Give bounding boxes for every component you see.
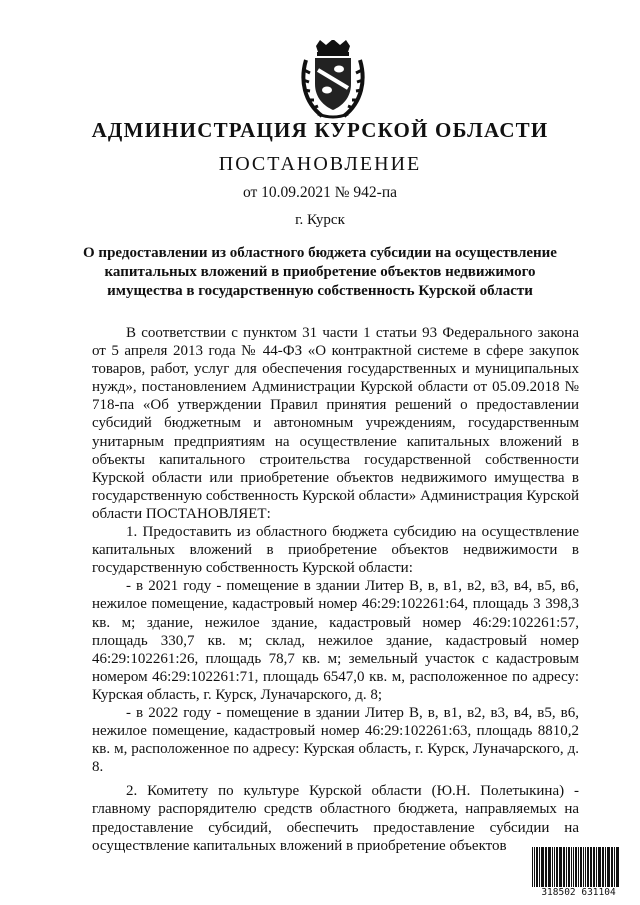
barcode-bar <box>554 847 555 887</box>
barcode-bar <box>578 847 579 887</box>
title-line: капитальных вложений в приобретение объектов недвижимого <box>104 264 536 280</box>
organization-heading: АДМИНИСТРАЦИЯ КУРСКОЙ ОБЛАСТИ <box>91 118 549 142</box>
item-1-2021-paragraph: - в 2021 году - помещение в здании Литер В, в, в1, в2, в3, в4, в5, в6, нежилое помещение, кадастровый номер 46:29:102261:64, площадь 3 398,3 кв. м; здание, нежилое здание, кадастровый номер 46:29:102261:57, площадь 330,7 кв. м; склад, нежилое здание, кадастровый номер 46:29:102261:26, площадь 78,7 кв. м; земельный участок с кадастровым номером 46:29:102261:71, площадь 6547,0 кв. м, расположенное по адресу: Курская область, г. Курск, Луначарского, д. 8; <box>92 578 579 703</box>
document-type: ПОСТАНОВЛЕНИЕ <box>218 153 422 175</box>
item-1-2022-paragraph: - в 2022 году - помещение в здании Литер В, в, в1, в2, в3, в4, в5, в6, нежилое помещение, кадастровый номер 46:29:102261:63, площадь 8810,2 кв. м, расположенное по адресу: Курская область, г. Курск, Луначарского, д. 8. <box>92 704 579 776</box>
barcode-bar <box>616 847 619 887</box>
barcode-bar <box>541 847 544 887</box>
barcode-bar <box>556 847 558 887</box>
barcode-bar <box>596 847 597 887</box>
barcode-bar <box>536 847 538 887</box>
barcode-bar <box>566 847 567 887</box>
barcode-bar <box>614 847 615 887</box>
barcode-bar <box>585 847 586 887</box>
barcode-bar <box>563 847 565 887</box>
barcode-bar <box>571 847 572 887</box>
barcode-bar <box>598 847 601 887</box>
preamble-paragraph: В соответствии с пунктом 31 части 1 статьи 93 Федерального закона от 5 апреля 2013 года № 44-ФЗ «О контрактной системе в сфере закупок товаров, работ, услуг для обеспечения государственных и муниципальных нужд», постановлением Администрации Курской области от 05.09.2018 № 718-па «Об утверждении Правил принятия решений о предоставлении субсидий бюджетным и автономным учреждениям, государственным унитарным предприятиям на осуществление капитальных вложений в объекты капитального строительства государственной собственности Курской области или приобретение объектов недвижимого имущества в государственную собственность Курской области» Администрация Курской области ПОСТАНОВЛЯЕТ: <box>92 325 579 522</box>
barcode-bar <box>559 847 562 887</box>
barcode-bar <box>534 847 535 887</box>
barcode-bar <box>607 847 610 887</box>
barcode <box>531 847 626 899</box>
barcode-bar <box>532 847 533 887</box>
document-body <box>92 324 579 855</box>
title-line: О предоставлении из областного бюджета субсидии на осуществление <box>83 245 557 261</box>
barcode-bar <box>611 847 613 887</box>
item-1-paragraph: 1. Предоставить из областного бюджета субсидию на осуществление капитальных вложений в приобретение объектов недвижимости в государственную собственность Курской области: <box>92 524 579 577</box>
barcode-bar <box>552 847 553 887</box>
barcode-bar <box>548 847 551 887</box>
barcode-bar <box>539 847 540 887</box>
barcode-number: 318502 631104 <box>541 887 616 898</box>
date-and-number: от 10.09.2021 № 942-па <box>242 184 398 201</box>
barcode-bar <box>593 847 595 887</box>
barcode-bar <box>568 847 570 887</box>
barcode-bar <box>605 847 606 887</box>
barcode-bar <box>545 847 547 887</box>
barcode-bar <box>575 847 577 887</box>
barcode-bar <box>573 847 574 887</box>
document-title <box>0 244 640 301</box>
barcode-bar <box>583 847 584 887</box>
item-2-paragraph: 2. Комитету по культуре Курской области (Ю.Н. Полетыкина) - главному распорядителю средств областного бюджета, направляемых на предоставление субсидий, обеспечить предоставление субсидии на осуществление капитальных вложений в приобретение объектов <box>92 783 579 854</box>
barcode-bar <box>590 847 592 887</box>
barcode-bar <box>580 847 582 887</box>
barcode-bars <box>531 847 626 887</box>
city-name: г. Курск <box>295 212 345 228</box>
barcode-bar <box>587 847 589 887</box>
barcode-bar <box>602 847 604 887</box>
title-line: имущества в государственную собственность Курской области <box>107 283 533 299</box>
kursk-coat-of-arms-icon <box>300 40 366 120</box>
